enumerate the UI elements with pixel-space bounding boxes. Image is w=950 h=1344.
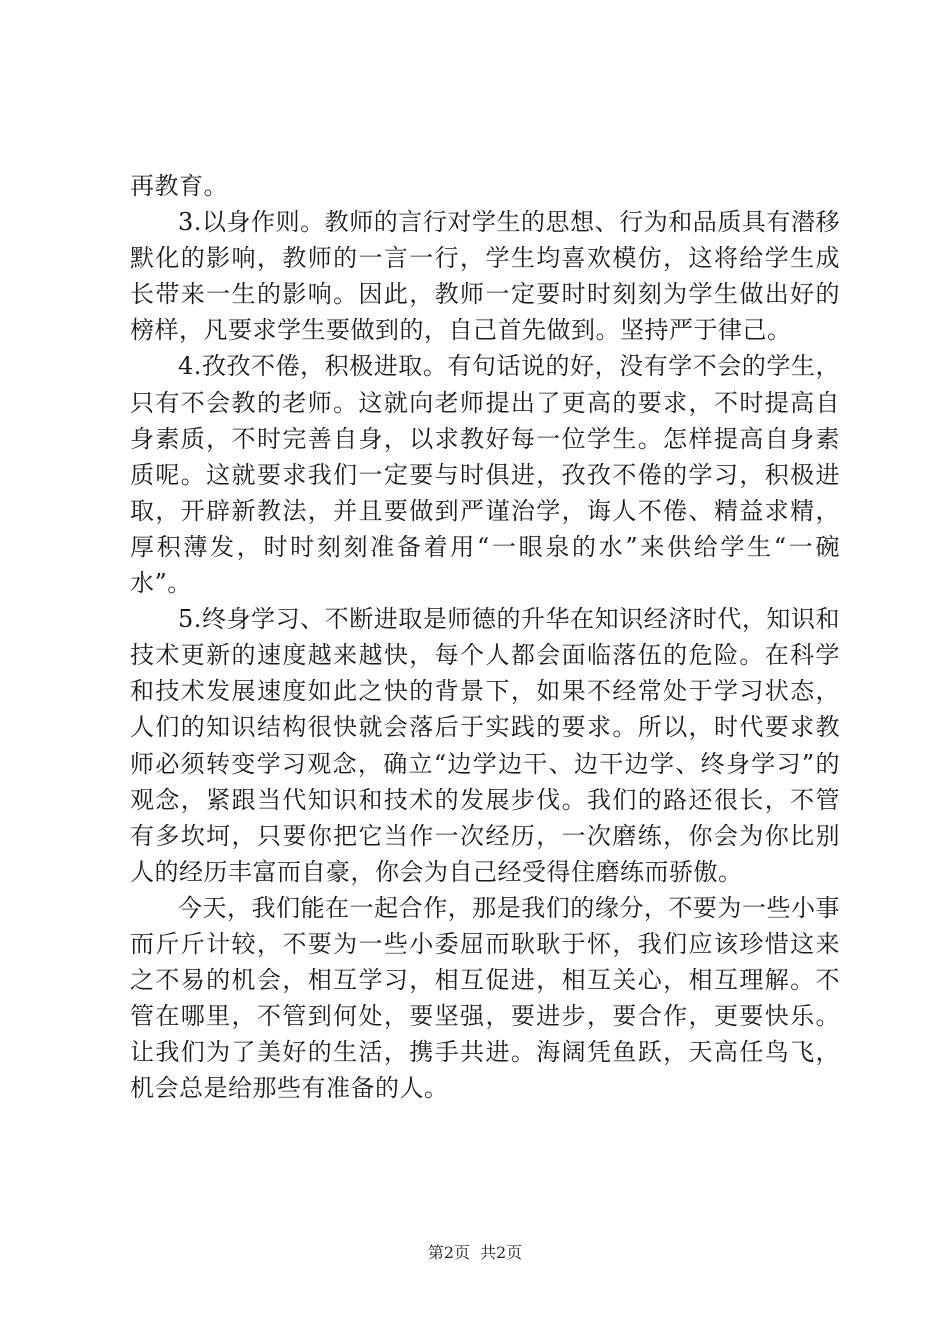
paragraph-lead-by-example: 3.以身作则。教师的言行对学生的思想、行为和品质具有潜移默化的影响，教师的一言一行，学生均喜欢模仿，这将给学生成长带来一生的影响。因此，教师一定要时时刻刻为学生做出好的榜样，凡要求学生要做到的，自己首先做到。坚持严于律己。 [130,208,840,345]
document-body [130,168,840,1106]
page-footer [0,1242,950,1264]
paragraph-lifelong-learning: 5.终身学习、不断进取是师德的升华在知识经济时代，知识和技术更新的速度越来越快，每个人都会面临落伍的危险。在科学和技术发展速度如此之快的背景下，如果不经常处于学习状态，人们的知识结构很快就会落后于实践的要求。所以，时代要求教师必须转变学习观念，确立“边学边干、边干边学、终身学习”的观念，紧跟当代知识和技术的发展步伐。我们的路还很长，不管有多坎坷，只要你把它当作一次经历，一次磨练，你会为你比别人的经历丰富而自豪，你会为自己经受得住磨练而骄傲。 [130,605,840,886]
page-number-current: 第2页 [427,1243,470,1262]
paragraph-continuation: 再教育。 [130,172,228,200]
page-number-total: 共2页 [480,1243,523,1262]
paragraph-closing: 今天，我们能在一起合作，那是我们的缘分，不要为一些小事而斤斤计较，不要为一些小委屈而耿耿于怀，我们应该珍惜这来之不易的机会，相互学习，相互促进，相互关心，相互理解。不管在哪里，不管到何处，要坚强，要进步，要合作，更要快乐。让我们为了美好的生活，携手共进。海阔凭鱼跃，天高任鸟飞，机会总是给那些有准备的人。 [130,893,840,1103]
paragraph-diligent-progress: 4.孜孜不倦，积极进取。有句话说的好，没有学不会的学生，只有不会教的老师。这就向老师提出了更高的要求，不时提高自身素质，不时完善自身，以求教好每一位学生。怎样提高自身素质呢。这就要求我们一定要与时俱进，孜孜不倦的学习，积极进取，开辟新教法，并且要做到严谨治学，诲人不倦、精益求精，厚积薄发，时时刻刻准备着用“一眼泉的水”来供给学生“一碗水”。 [130,352,840,598]
